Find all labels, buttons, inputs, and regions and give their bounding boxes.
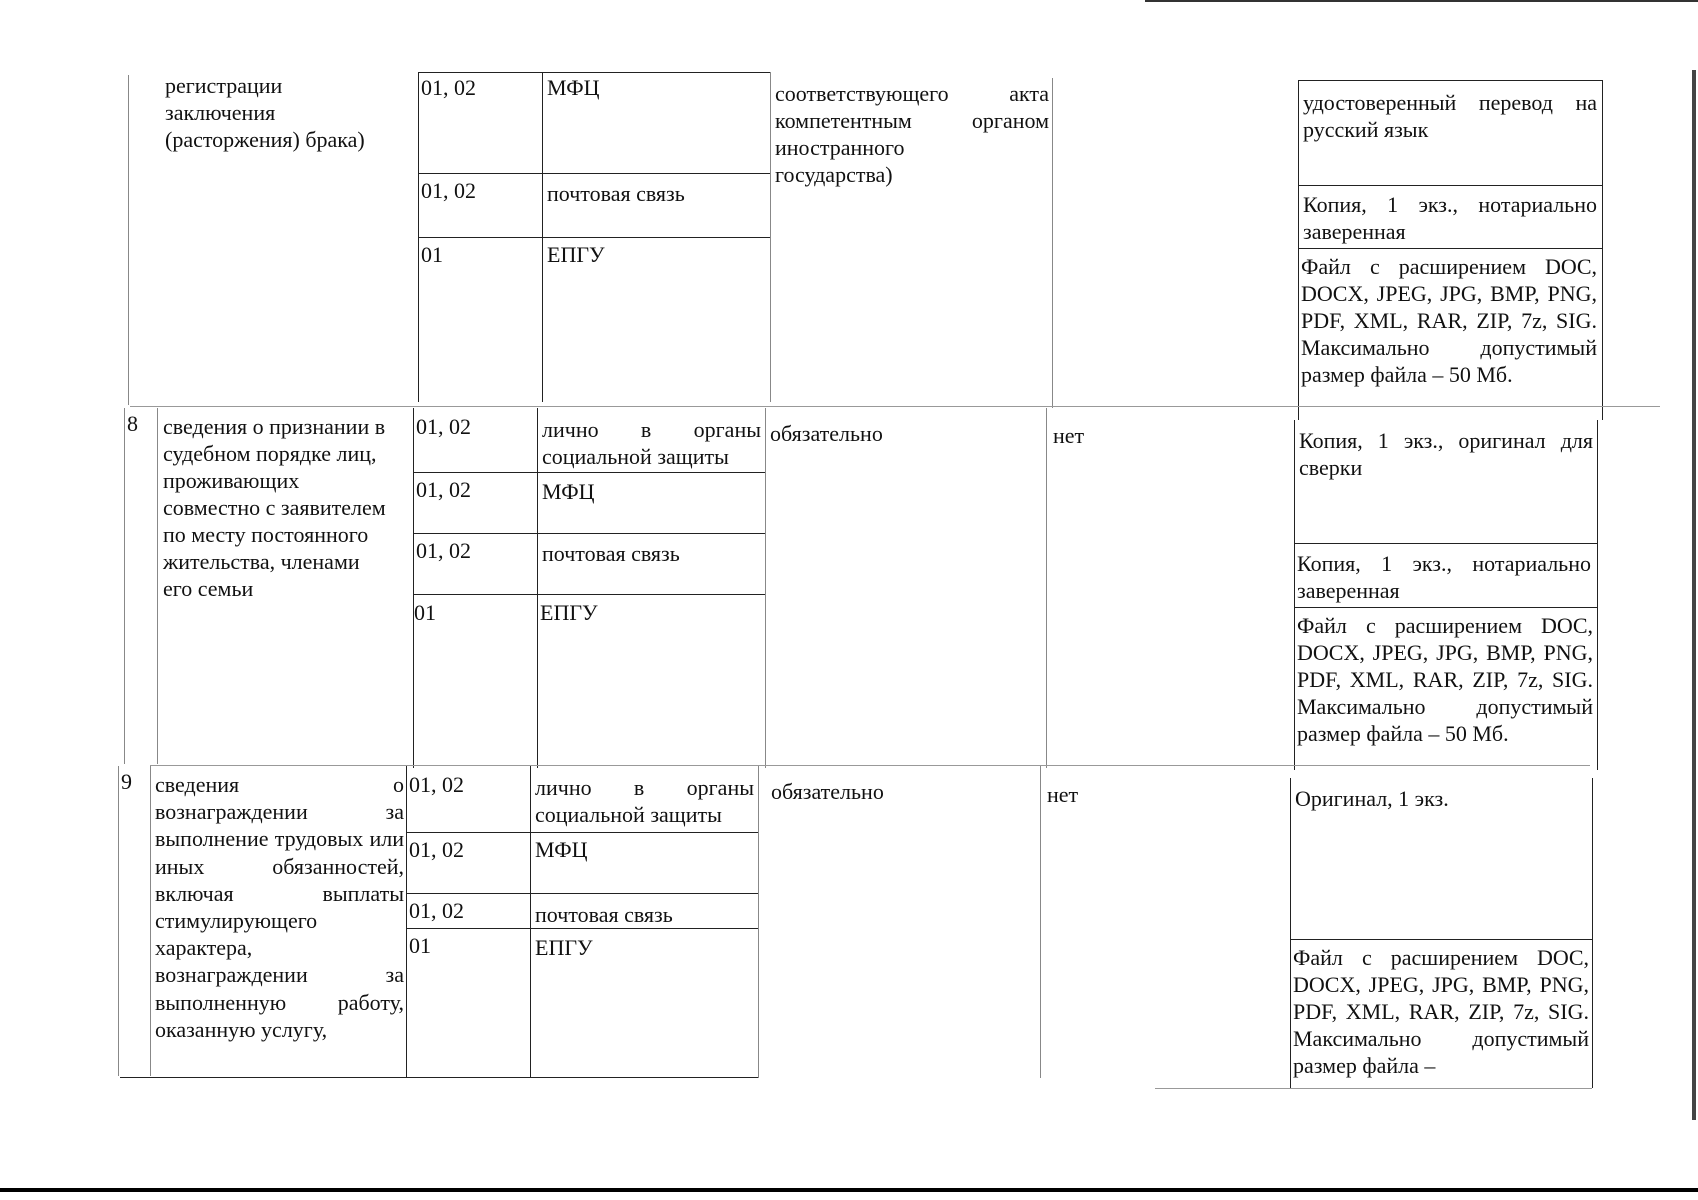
channel-method: МФЦ	[535, 837, 588, 862]
channel-method: почтовая связь	[542, 541, 680, 566]
scan-edge-right	[1692, 70, 1696, 1120]
channel-codes: 01, 02	[409, 837, 464, 862]
channel-codes: 01, 02	[421, 75, 476, 100]
channel-method: лично в органы социальной защиты	[535, 775, 754, 827]
channel-codes: 01, 02	[409, 772, 464, 797]
row-divider	[128, 75, 129, 405]
channel-codes: 01, 02	[421, 178, 476, 203]
row-number: 8	[127, 411, 138, 436]
format-cell: Оригинал, 1 экз.	[1295, 786, 1449, 811]
row-number: 9	[121, 769, 132, 794]
format-cell: Копия, 1 экз., нотариально заверенная	[1303, 192, 1597, 244]
channel-method: МФЦ	[547, 75, 600, 100]
channel-method: ЕПГУ	[547, 242, 605, 267]
channel-codes: 01	[421, 242, 443, 267]
format-cell: Файл с расширением DOC, DOCX, JPEG, JPG, BMP, PNG, PDF, XML, RAR, ZIP, 7z, SIG. Максимально допустимый размер файла –	[1293, 945, 1589, 1078]
format-cell: Копия, 1 экз., оригинал для сверки	[1299, 428, 1593, 480]
document-name-cell: сведения о признании в судебном порядке лиц, проживающих совместно с заявителем по месту постоянного жительства, членами его семьи	[163, 414, 386, 601]
channel-method: лично в органы социальной защиты	[542, 417, 761, 469]
condition-cell: обязательно	[770, 421, 883, 446]
document-name-cell: регистрации заключения (расторжения) брака)	[165, 73, 365, 152]
channel-codes: 01, 02	[416, 477, 471, 502]
channel-codes: 01	[414, 600, 436, 625]
scan-edge-bottom	[0, 1188, 1698, 1192]
channel-method: МФЦ	[542, 479, 595, 504]
condition-cell: соответствующего акта компетентным органом иностранного государства)	[775, 81, 1049, 187]
channel-method: ЕПГУ	[535, 935, 593, 960]
channel-codes: 01	[409, 933, 431, 958]
format-cell: удостоверенный перевод на русский язык	[1303, 90, 1597, 142]
document-name-cell: сведения о вознаграждении за выполнение трудовых или иных обязанностей, включая выплаты стимулирующего характера, вознаграждении за выполненную работу, оказанную услугу,	[155, 772, 404, 1042]
mandatory-cell: нет	[1047, 782, 1079, 807]
channel-method: почтовая связь	[547, 181, 685, 206]
channel-codes: 01, 02	[416, 414, 471, 439]
format-cell: Файл с расширением DOC, DOCX, JPEG, JPG, BMP, PNG, PDF, XML, RAR, ZIP, 7z, SIG. Максимально допустимый размер файла – 50 Мб.	[1301, 254, 1597, 387]
channel-codes: 01, 02	[416, 538, 471, 563]
scan-edge-top	[1145, 0, 1698, 2]
channel-method: ЕПГУ	[540, 600, 598, 625]
channel-method: почтовая связь	[535, 902, 673, 927]
format-cell: Копия, 1 экз., нотариально заверенная	[1297, 551, 1591, 603]
condition-cell: обязательно	[771, 779, 884, 804]
mandatory-cell: нет	[1053, 423, 1085, 448]
format-cell: Файл с расширением DOC, DOCX, JPEG, JPG, BMP, PNG, PDF, XML, RAR, ZIP, 7z, SIG. Максимально допустимый размер файла – 50 Мб.	[1297, 613, 1593, 746]
channel-codes: 01, 02	[409, 898, 464, 923]
